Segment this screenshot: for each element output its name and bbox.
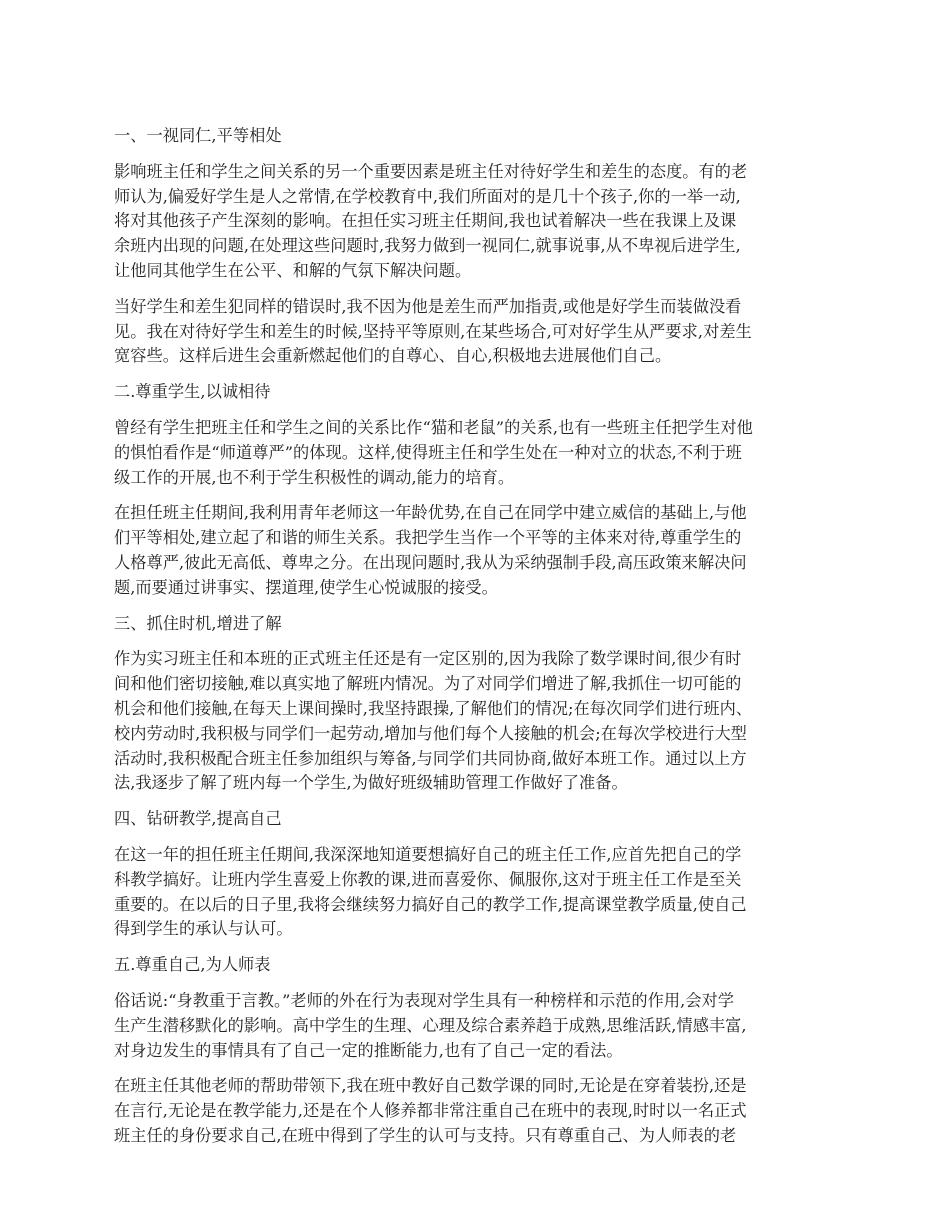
text-line: 师认为,偏爱好学生是人之常情,在学校教育中,我们所面对的是几十个孩子,你的一举一动, [114, 186, 741, 206]
text-line: 作为实习班主任和本班的正式班主任还是有一定区别的,因为我除了数学课时间,很少有时 [114, 649, 742, 669]
text-line: 在这一年的担任班主任期间,我深深地知道要想搞好自己的班主任工作,应首先把自己的学 [114, 844, 742, 864]
section-heading: 四、钻研教学,提高自己 [114, 809, 282, 829]
paragraph [114, 501, 838, 600]
text-line: 让他同其他学生在公平、和解的气氛下解决问题。 [114, 260, 472, 280]
text-line: 得到学生的承认与认可。 [114, 919, 293, 939]
text-line: 的惧怕看作是“师道尊严”的体现。这样,使得班主任和学生处在一种对立的状态,不利于班 [114, 442, 742, 462]
text-line: 们平等相处,建立起了和谐的师生关系。我把学生当作一个平等的主体来对待,尊重学生的 [114, 528, 742, 548]
text-line: 科教学搞好。让班内学生喜爱上你教的课,进而喜爱你、佩服你,这对于班主任工作是至关 [114, 869, 742, 889]
section-heading: 五.尊重自己,为人师表 [114, 955, 271, 975]
section-heading: 一、一视同仁,平等相处 [114, 126, 282, 145]
text-line: 间和他们密切接触,难以真实地了解班内情况。为了对同学们增进了解,我抓住一切可能的 [114, 674, 742, 694]
section-heading: 三、抓住时机,增进了解 [114, 613, 282, 633]
text-line: 俗话说:“身教重于言教。”老师的外在行为表现对学生具有一种榜样和示范的作用,会对学 [114, 990, 735, 1010]
paragraph [114, 843, 838, 942]
text-line: 重要的。在以后的日子里,我将会继续努力搞好自己的教学工作,提高课堂教学质量,使自己 [114, 894, 747, 914]
text-line: 题,而要通过讲事实、摆道理,使学生心悦诚服的接受。 [114, 577, 498, 597]
text-line: 班主任的身份要求自己,在班中得到了学生的认可与支持。只有尊重自己、为人师表的老 [114, 1125, 737, 1145]
text-line: 在担任班主任期间,我利用青年老师这一年龄优势,在自己在同学中建立威信的基础上,与他 [114, 503, 747, 523]
text-line: 影响班主任和学生之间关系的另一个重要因素是班主任对待好学生和差生的态度。有的老 [114, 161, 748, 181]
section-heading: 二.尊重学生,以诚相待 [114, 382, 271, 402]
text-line: 在言行,无论是在教学能力,还是在个人修养都非常注重自己在班中的表现,时时以一名正式 [114, 1101, 747, 1121]
document-body [114, 124, 838, 1160]
text-line: 见。我在对待好学生和差生的时候,坚持平等原则,在某些场合,可对好学生从严要求,对差生 [114, 321, 752, 341]
text-line: 在班主任其他老师的帮助带领下,我在班中教好自己数学课的同时,无论是在穿着装扮,还是 [114, 1076, 747, 1096]
paragraph [114, 295, 838, 369]
text-line: 校内劳动时,我积极与同学们一起劳动,增加与他们每个人接触的机会;在每次学校进行大型 [114, 723, 747, 743]
text-line: 机会和他们接触,在每天上课间操时,我坚持跟操,了解他们的情况;在每次同学们进行班内、 [114, 698, 753, 718]
text-line: 人格尊严,彼此无高低、尊卑之分。在出现问题时,我从为采纳强制手段,高压政策来解决问 [114, 552, 747, 572]
text-line: 将对其他孩子产生深刻的影响。在担任实习班主任期间,我也试着解决一些在我课上及课 [114, 211, 737, 231]
text-line: 余班内出现的问题,在处理这些问题时,我努力做到一视同仁,就事说事,从不卑视后进学生, [114, 236, 741, 256]
text-line: 对身边发生的事情具有了自己一定的推断能力,也有了自己一定的看法。 [114, 1040, 623, 1060]
paragraph [114, 416, 838, 490]
text-line: 曾经有学生把班主任和学生之间的关系比作“猫和老鼠”的关系,也有一些班主任把学生对他 [114, 417, 753, 437]
text-line: 当好学生和差生犯同样的错误时,我不因为他是差生而严加指责,或他是好学生而装做没看 [114, 296, 742, 316]
text-line: 法,我逐步了解了班内每一个学生,为做好班级辅助管理工作做好了准备。 [114, 773, 628, 793]
paragraph [114, 160, 838, 284]
paragraph [114, 989, 838, 1063]
paragraph [114, 1074, 838, 1148]
paragraph [114, 647, 838, 796]
text-line: 生产生潜移默化的影响。高中学生的生理、心理及综合素养趋于成熟,思维活跃,情感丰富, [114, 1015, 747, 1035]
text-line: 活动时,我积极配合班主任参加组织与筹备,与同学们共同协商,做好本班工作。通过以上方 [114, 748, 747, 768]
text-line: 级工作的开展,也不利于学生积极性的调动,能力的培育。 [114, 467, 515, 487]
text-line: 宽容些。这样后进生会重新燃起他们的自尊心、自心,积极地去进展他们自己。 [114, 346, 672, 366]
